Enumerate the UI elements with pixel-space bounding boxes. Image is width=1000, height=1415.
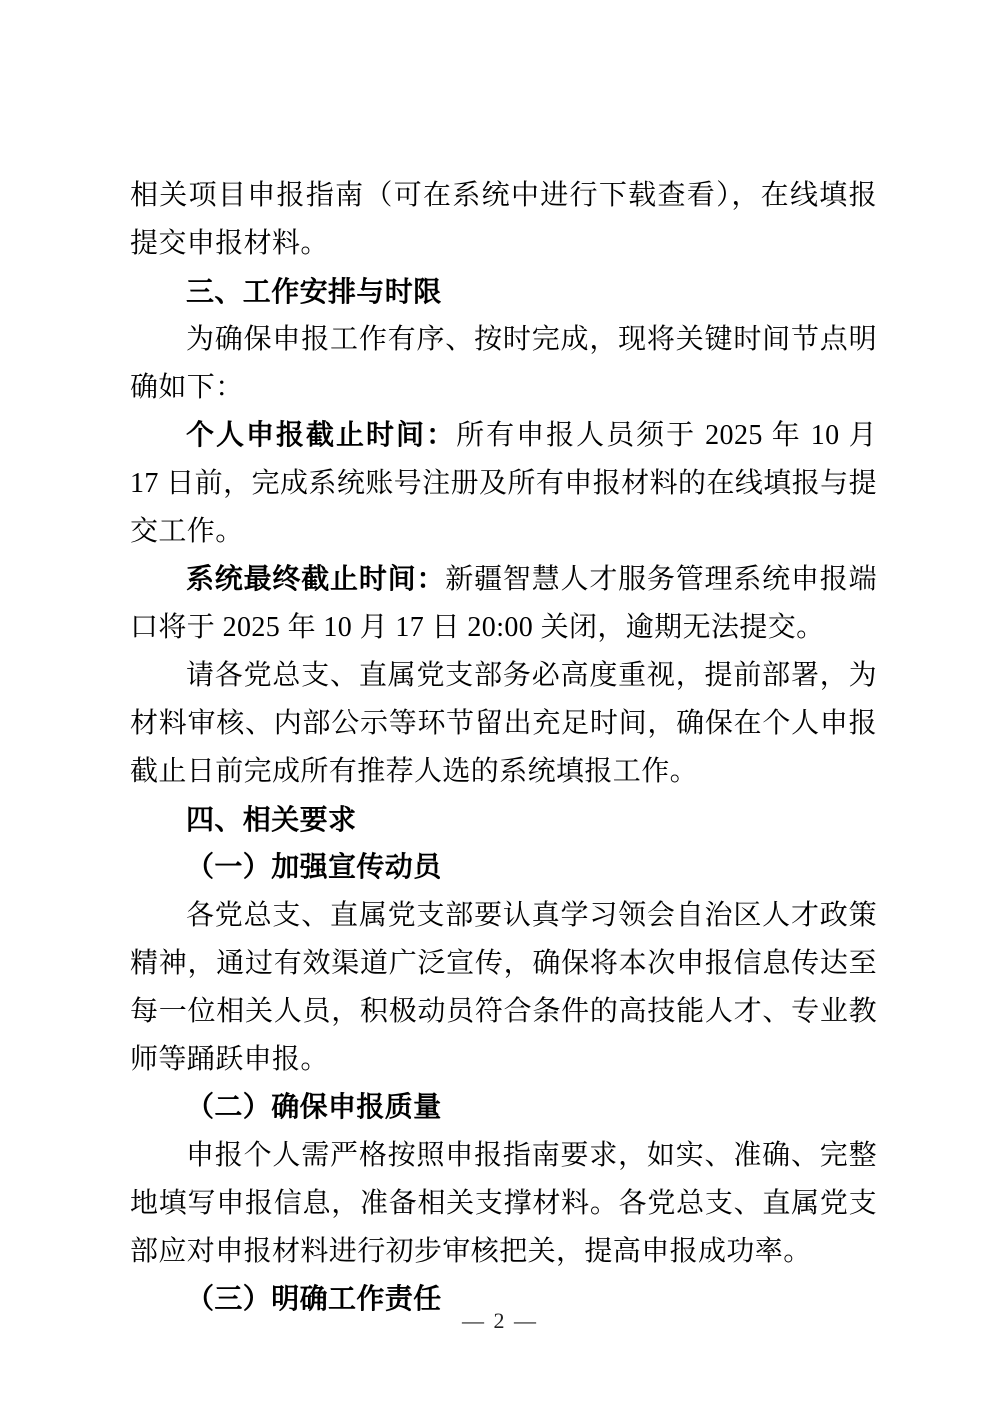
paragraph-text: 各党总支、直属党支部要认真学习领会自治区人才政策精神，通过有效渠道广泛宣传，确保将本次申报信息传达至每一位相关人员，积极动员符合条件的高技能人才、专业教师等踊跃申报。	[130, 900, 877, 1075]
sub-heading-text: （三）明确工作责任	[186, 1284, 442, 1315]
paragraph-text: 为确保申报工作有序、按时完成，现将关键时间节点明确如下：	[130, 324, 877, 403]
paragraph-lead: 个人申报截止时间：	[186, 420, 457, 451]
paragraph	[130, 316, 877, 412]
section-heading	[130, 796, 877, 844]
section-heading	[130, 268, 877, 316]
sub-heading-text: （二）确保申报质量	[186, 1092, 442, 1123]
sub-heading-text: （一）加强宣传动员	[186, 852, 442, 883]
paragraph	[130, 1132, 877, 1276]
paragraph-text: 新疆智慧人才服务管理系统申报端口将于 2025 年 10 月 17 日 20:00 关闭，逾期无法提交。	[130, 564, 877, 643]
paragraph-text: 请各党总支、直属党支部务必高度重视，提前部署，为材料审核、内部公示等环节留出充足时间，确保在个人申报截止日前完成所有推荐人选的系统填报工作。	[130, 660, 877, 787]
section-heading-text: 三、工作安排与时限	[186, 276, 442, 307]
paragraph	[130, 412, 877, 556]
page-number: — 2 —	[462, 1308, 538, 1333]
paragraph	[130, 556, 877, 652]
section-heading-text: 四、相关要求	[186, 804, 357, 835]
paragraph-text: 所有申报人员须于 2025 年 10 月 17 日前，完成系统账号注册及所有申报材料的在线填报与提交工作。	[130, 420, 877, 547]
paragraph	[130, 652, 877, 796]
sub-heading	[130, 844, 877, 892]
paragraph-text: 申报个人需严格按照申报指南要求，如实、准确、完整地填写申报信息，准备相关支撑材料。各党总支、直属党支部应对申报材料进行初步审核把关，提高申报成功率。	[130, 1140, 877, 1267]
sub-heading	[130, 1084, 877, 1132]
document-body	[130, 172, 877, 1324]
paragraph	[130, 172, 877, 268]
paragraph	[130, 892, 877, 1084]
paragraph-text: 相关项目申报指南（可在系统中进行下载查看），在线填报提交申报材料。	[130, 180, 877, 259]
page-footer	[0, 1308, 1000, 1334]
paragraph-lead: 系统最终截止时间：	[186, 564, 446, 595]
